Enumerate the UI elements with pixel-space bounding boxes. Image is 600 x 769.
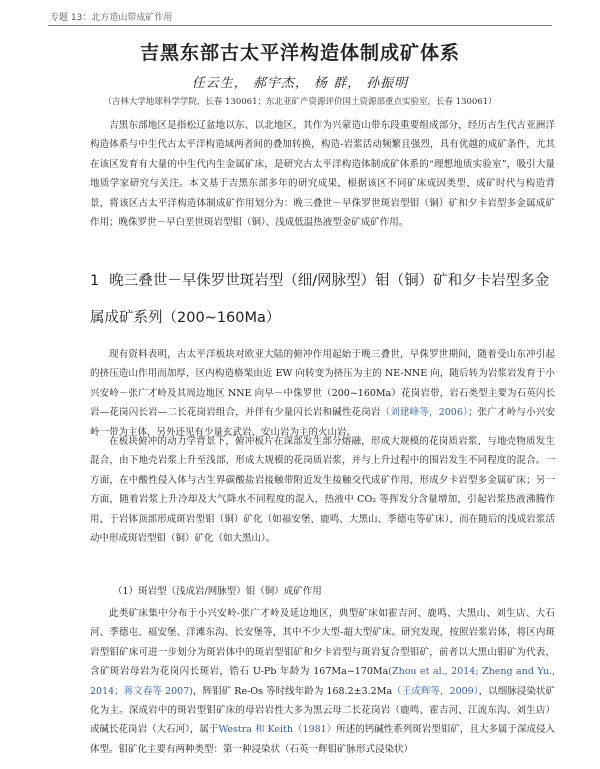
body-paragraph-1 — [90, 345, 555, 442]
body-paragraph-2: 在板块俯冲的动力学背景下，俯冲板片在深部发生部分熔融，形成大规模的花岗质岩浆，与地壳物质发生混合，由下地壳岩浆上升至浅部，形成大规模的花岗质岩浆，并与上升过程中的围岩发生不同程度的混合。一方面，在中酸性侵入体与古生界碳酸盐岩接触带附近发生接触交代成矿作用，形成夕卡岩型多金属矿床；另一方面，随着岩浆上升冷却及大气降水不同程度的混入，热液中 CO₂ 等挥发分含量增加，引起岩浆热液沸腾作用，于岩体顶部形成斑岩型钼（铜）矿化（如福安堡、鹿鸣、大黑山、季德屯等矿床），而在随后的浅成岩浆活动中形成斑岩型钼（铜）矿化（如大黑山）。 — [90, 436, 555, 545]
section-heading — [90, 263, 555, 337]
abstract-paragraph: 吉黑东部地区是指松辽盆地以东、以北地区，其作为兴蒙造山带东段重要组成部分，经历古生代古亚洲洋构造体系与中生代古太平洋构造域两者间的叠加转换，构造-岩浆活动频繁且强烈，具有优越的成矿条件，尤其在该区发育有大量的中生代内生金属矿床，是研究古太平洋构造体制成矿体系的“理想地质实验室”，吸引大量地质学家研究与关注。本文基于吉黑东部多年的研究成果，根据该区不同矿床成因类型、成矿时代与构造背景，将该区古太平洋构造体制成矿作用划分为：晚三叠世－早侏罗世斑岩型钼（铜）矿和夕卡岩型多金属成矿作用；晚侏罗世－早白垩世斑岩型钼（铜）、浅成低温热液型金矿成矿作用。 — [90, 120, 555, 229]
header-rule — [48, 25, 552, 26]
para3-text: 此类矿床集中分布于小兴安岭-张广才岭及延边地区，典型矿床如霍吉河、鹿鸣、大黑山、刘生店、大石河、季德屯、福安堡、洋滩东沟、长安堡等，其中不少大型-超大型矿床。研究发现，按照岩浆岩体，将区内斑岩型钼矿床可进一步划分为斑岩体中的斑岩型钼矿和夕卡岩型与斑岩复合型钼矿，前者以大黑山钼矿为代表，含矿斑岩母岩为花岗闪长斑岩，锆石 U-Pb 年龄为 167Ma~170Ma — [90, 608, 555, 678]
running-header: 专题 13：北方造山带成矿作用 — [50, 13, 173, 23]
para3-tail2: 所述的钙碱性系列斑岩型钼矿，且大多属于深成侵入体型。钼矿化主要有两种类型：第一种浸染状（石英一辉钼矿脉形式浸染状） — [90, 724, 555, 755]
paper-title: 吉黑东部古太平洋构造体制成矿体系 — [139, 42, 460, 64]
citation-link[interactable]: （刘建峰等，2006） — [380, 407, 468, 419]
section-title: 晚三叠世－早侏罗世斑岩型（细/网脉型）钼（铜）矿和夕卡岩型多金属成矿系列（200~160Ma） — [90, 273, 550, 326]
para1-text: 现有资料表明，古太平洋板块对欧亚大陆的俯冲作用起始于晚三叠世，早侏罗世期间，随着受山东冲引起的挤压造山作用而加厚，区内构造格架由近 EW 向转变为挤压为主的 NE-NNE 向，随后转为岩浆岩发育于小兴安岭－张广才岭及其周边地区 NNE 向早－中侏罗世（200~160Ma）花岗岩带，岩石类型主要为石英闪长岩—花岗闪长岩—二长花岗岩组合，并伴有少量闪长岩和碱性花岗岩 — [90, 349, 555, 419]
citation-link[interactable]: （王成辉等，2009） — [392, 685, 479, 697]
citation-link[interactable]: (Zhou et al., 2014; Zheng and Yu., 2014；蒋文春等 2007) — [90, 666, 556, 697]
para1-tail: ；张广才岭与小兴安岭一带为主体，另外还见有少量玄武岩、安山岩为主的火山岩。 — [90, 407, 555, 438]
authors: 任云生， 郝宇杰， 杨 群， 孙振明 — [191, 76, 409, 91]
body-paragraph-3 — [90, 604, 555, 759]
para3-mid: ，辉钼矿 Re-Os 等时线年龄为 168.2±3.2Ma — [192, 685, 393, 697]
subsection-heading: （1）斑岩型（浅成岩/网脉型）钼（铜）成矿作用 — [113, 586, 322, 597]
affiliation: （吉林大学地球科学学院，长春 130061；东北亚矿产资源评价国土资源部重点实验室，长春 130061） — [103, 97, 497, 107]
section-number: 1 — [90, 273, 100, 289]
citation-link[interactable]: Westra 和 Keith（1981） — [218, 724, 337, 736]
para3-tail: ，以细脉浸染状矿化为主。深成岩中的斑岩型钼矿床的母岩岩性大多为黑云母二长花岗岩（鹿鸣、霍吉河、江流东沟、刘生店）或碱长花岗岩（大石河），属于 — [90, 685, 555, 736]
